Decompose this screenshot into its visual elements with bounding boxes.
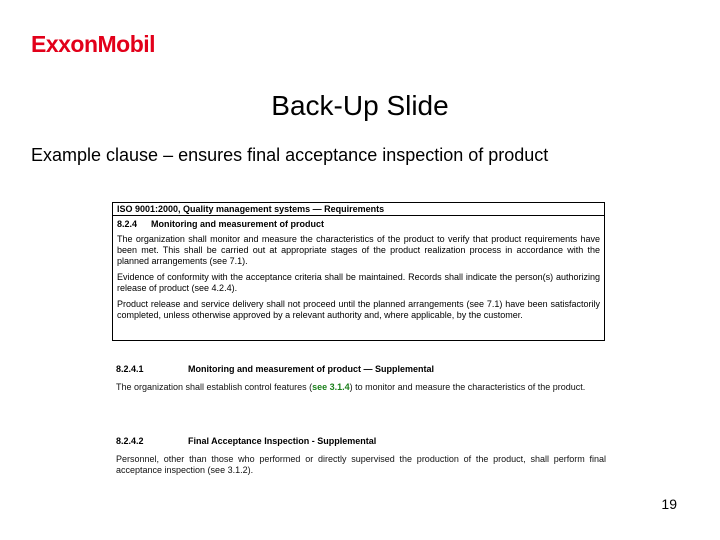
supplemental-clause-2 xyxy=(116,436,606,476)
supplemental-number: 8.2.4.1 xyxy=(116,364,144,374)
svg-text:ExxonMobil: ExxonMobil xyxy=(31,31,156,57)
supplemental-text: The organization shall establish control features ( xyxy=(116,382,313,392)
section-number: 8.2.4 xyxy=(117,219,138,229)
clause-paragraph: Evidence of conformity with the acceptance criteria shall be maintained. Records shall indicate the person(s) authorizing release of product (see 4.2.4). xyxy=(117,272,600,293)
supplemental-body xyxy=(116,382,606,393)
clause-paragraph: Product release and service delivery shall not proceed until the planned arrangements (see 7.1) have been satisfactorily completed, unless otherwise approved by a relevant authority and, where applicable, by the customer. xyxy=(117,299,600,320)
cross-reference: see 3.1.4 xyxy=(312,382,350,392)
clause-paragraph: The organization shall monitor and measure the characteristics of the product to verify that product requirements have been met. This shall be carried out at appropriate stages of the product realization process in accordance with the planned arrangements (see 7.1). xyxy=(117,234,600,266)
iso-clause-box xyxy=(112,202,605,341)
section-heading xyxy=(117,219,600,230)
section-title: Monitoring and measurement of product xyxy=(151,219,325,229)
slide-subtitle: Example clause – ensures final acceptance inspection of product xyxy=(31,145,549,165)
exxonmobil-logo xyxy=(31,30,171,60)
iso-standard-header: ISO 9001:2000, Quality management systems — Requirements xyxy=(113,203,604,216)
supplemental-number: 8.2.4.2 xyxy=(116,436,144,446)
slide-title: Back-Up Slide xyxy=(271,90,449,121)
page-number: 19 xyxy=(661,496,677,512)
supplemental-body: Personnel, other than those who performed or directly supervised the production of the product, shall perform final acceptance inspection (see 3.1.2). xyxy=(116,454,606,475)
supplemental-heading xyxy=(116,436,606,447)
supplemental-clause-1 xyxy=(116,364,606,393)
supplemental-title: Final Acceptance Inspection - Supplemental xyxy=(188,436,377,446)
supplemental-title: Monitoring and measurement of product — Supplemental xyxy=(188,364,435,374)
supplemental-heading xyxy=(116,364,606,375)
supplemental-text: ) to monitor and measure the characteristics of the product. xyxy=(349,382,586,392)
